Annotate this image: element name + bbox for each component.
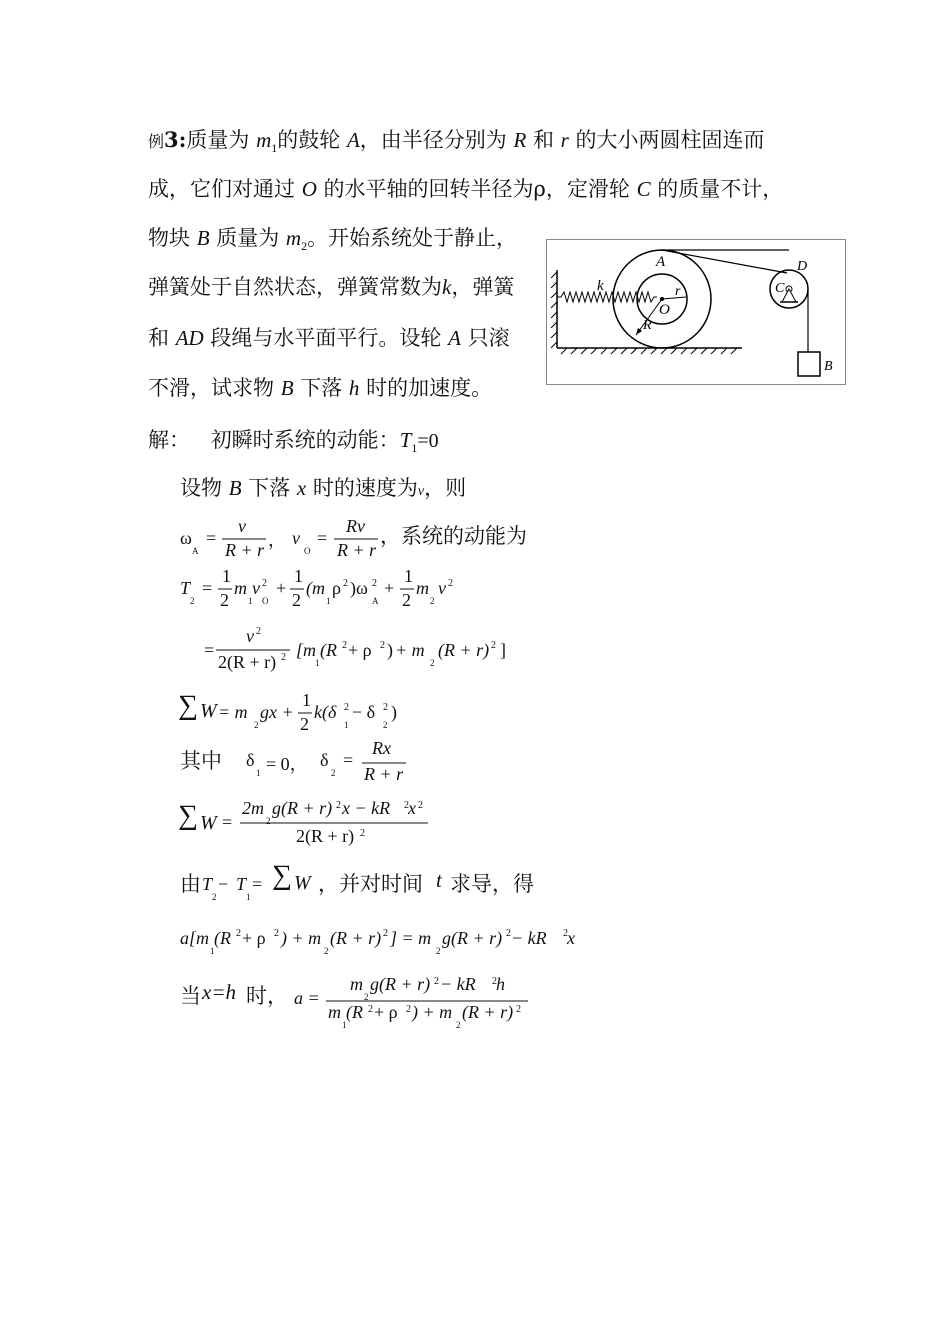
solution-line-1: 解： 初瞬时系统的动能：$T_1=0$: [148, 428, 439, 456]
example-label: 例: [148, 132, 165, 151]
label-O: O: [659, 302, 670, 318]
label-R: R: [643, 318, 652, 333]
problem-line-4: 弹簧处于自然状态，弹簧常数为k，弹簧: [148, 275, 515, 299]
problem-line-2: 成，它们对通过 O 的水平轴的回转半径为ρ，定滑轮 C 的质量不计，: [148, 177, 784, 201]
label-A: A: [656, 254, 666, 270]
solution-line-2: 设物 B 下落 x 时的速度为v，则: [180, 476, 467, 500]
problem-line-5: 和 AD 段绳与水平面平行。设轮 A 只滚: [148, 326, 510, 350]
label-D: D: [797, 259, 808, 274]
label-k: k: [597, 278, 604, 294]
problem-line-1: 例3:质量为 $m_1$的鼓轮 A，由半径分别为 R 和 r 的大小两圆柱固连而: [148, 127, 765, 156]
example-number: 3:: [164, 127, 187, 152]
label-B: B: [824, 359, 833, 374]
problem-line-3: 物块 B 质量为 $m_2$。开始系统处于静止，: [148, 226, 518, 254]
problem-line-6: 不滑，试求物 B 下落 h 时的加速度。: [148, 376, 493, 400]
label-r: r: [675, 284, 681, 299]
solution-label: 解：: [148, 428, 190, 452]
label-C: C: [775, 281, 785, 296]
